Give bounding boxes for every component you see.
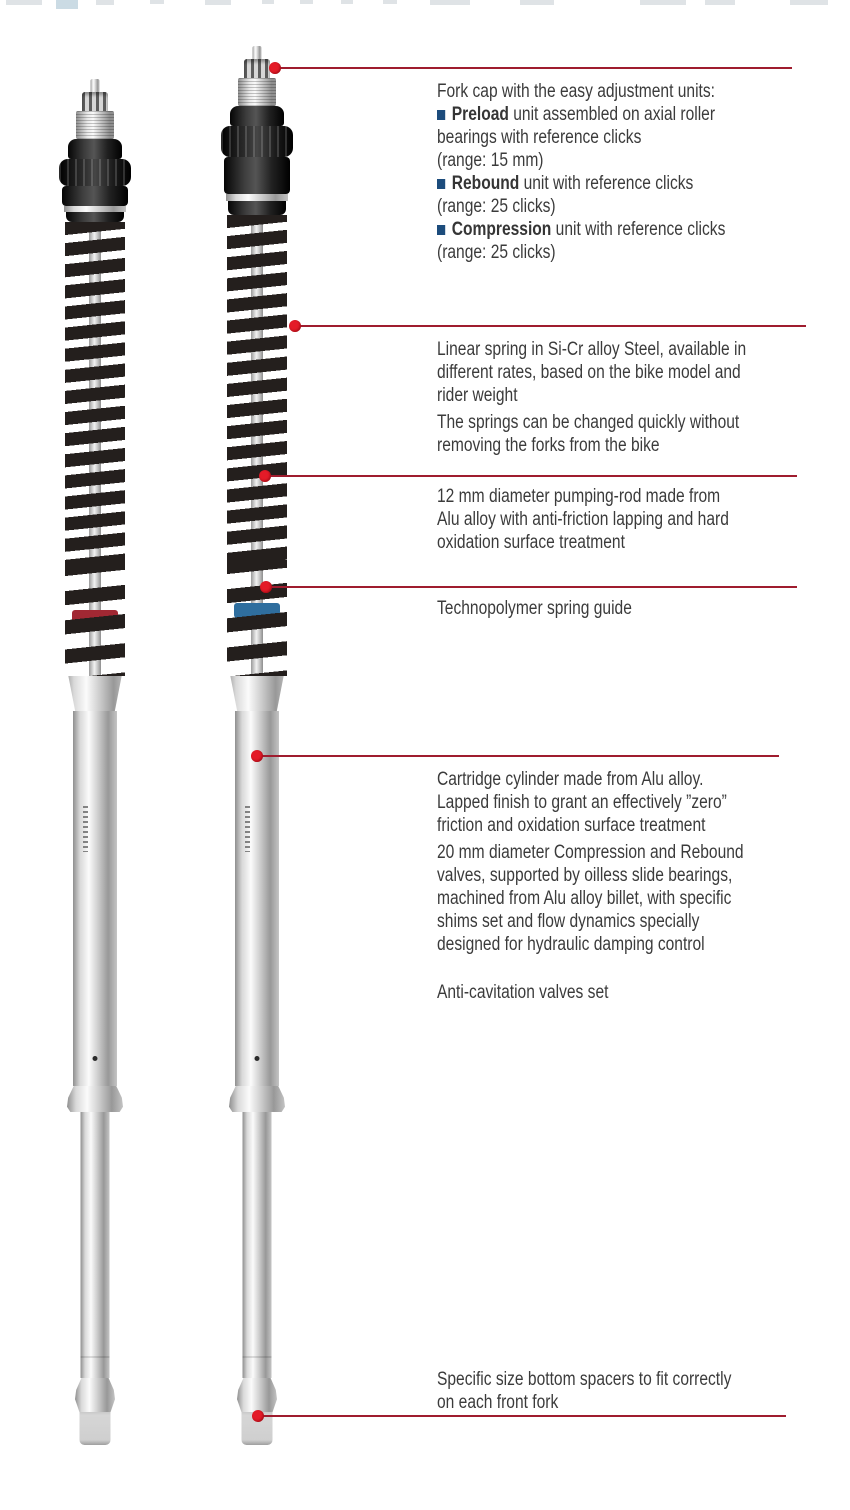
callout-line-spring-guide bbox=[266, 586, 797, 588]
cap-ribbed-ring bbox=[221, 126, 293, 157]
callout-line-text: (range: 15 mm) bbox=[437, 150, 544, 171]
cropped-content-fragment bbox=[300, 0, 313, 4]
callout-line-text: Technopolymer spring guide bbox=[437, 598, 632, 619]
callout-dot-spring-guide bbox=[260, 581, 272, 593]
preload-knurl bbox=[76, 111, 114, 139]
cap-barrel bbox=[62, 186, 128, 206]
callout-bullet-line bbox=[437, 218, 798, 241]
callout-line-text: bearings with reference clicks bbox=[437, 127, 642, 148]
callout-line-spring bbox=[295, 325, 806, 327]
callout-line-text: different rates, based on the bike model and bbox=[437, 362, 741, 383]
callout-line-text: friction and oxidation surface treatment bbox=[437, 815, 706, 836]
callout-line-text: 20 mm diameter Compression and Rebound bbox=[437, 842, 744, 863]
spring-seat-cone bbox=[64, 676, 126, 711]
fork-cartridge-right bbox=[221, 0, 293, 1450]
callout-text-cartridge bbox=[437, 768, 798, 1004]
callout-line-text: Alu alloy with anti-friction lapping and hard bbox=[437, 509, 729, 530]
callout-dot-fork-cap bbox=[269, 62, 281, 74]
bullet-text: unit with reference clicks bbox=[519, 173, 694, 194]
spring-coils bbox=[227, 215, 287, 560]
bottom-tip bbox=[80, 1412, 111, 1445]
bullet-square-icon bbox=[437, 179, 445, 189]
callout-line-text: designed for hydraulic damping control bbox=[437, 934, 705, 955]
brand-marking bbox=[245, 806, 250, 852]
cartridge-cylinder bbox=[73, 711, 117, 1086]
callout-line-text: Specific size bottom spacers to fit correctly bbox=[437, 1369, 732, 1390]
bottom-spacer bbox=[237, 1378, 277, 1412]
cropped-content-fragment bbox=[790, 0, 828, 5]
callout-line-text: Anti-cavitation valves set bbox=[437, 982, 609, 1003]
callout-line-text: oxidation surface treatment bbox=[437, 532, 625, 553]
callout-dot-cartridge bbox=[251, 750, 263, 762]
callout-line-text: rider weight bbox=[437, 385, 518, 406]
cropped-content-fragment bbox=[430, 0, 470, 5]
callout-dot-pumping-rod bbox=[259, 470, 271, 482]
bullet-bold: Rebound bbox=[451, 173, 520, 194]
callout-text-bottom-spacer bbox=[437, 1368, 798, 1414]
callout-text-spring bbox=[437, 338, 798, 457]
adjuster-stem bbox=[253, 46, 262, 59]
lower-tube bbox=[81, 1112, 110, 1378]
callout-line-text: (range: 25 clicks) bbox=[437, 196, 556, 217]
callout-line-text: Linear spring in Si-Cr alloy Steel, available in bbox=[437, 339, 747, 360]
adjuster-knob bbox=[244, 59, 270, 78]
callout-line-text: valves, supported by oilless slide bearings, bbox=[437, 865, 733, 886]
tube-shade-line bbox=[243, 1356, 272, 1358]
spring-coils bbox=[65, 222, 125, 562]
callout-bullet-line bbox=[437, 103, 798, 126]
cylinder-collar bbox=[229, 1086, 285, 1112]
bullet-bold: Preload bbox=[451, 104, 509, 125]
callout-line-text: The springs can be changed quickly without bbox=[437, 412, 740, 433]
brand-marking bbox=[83, 806, 88, 852]
spring-coils bbox=[227, 560, 287, 676]
callout-dot-bottom-spacer bbox=[252, 1410, 264, 1422]
callout-bullet-line bbox=[437, 172, 798, 195]
fork-spring bbox=[227, 215, 287, 676]
cylinder-collar bbox=[67, 1086, 123, 1112]
cropped-content-fragment bbox=[341, 0, 353, 4]
spring-seat-cone bbox=[226, 676, 288, 711]
tube-shade-line bbox=[81, 1356, 110, 1358]
cropped-content-fragment bbox=[520, 0, 554, 5]
cropped-content-fragment bbox=[383, 0, 397, 4]
cropped-content-fragment bbox=[6, 0, 42, 5]
bullet-square-icon bbox=[437, 225, 445, 235]
fork-spring bbox=[65, 222, 125, 676]
bleed-hole bbox=[93, 1056, 98, 1061]
callout-line-text: 12 mm diameter pumping-rod made from bbox=[437, 486, 721, 507]
cap-silver-band bbox=[226, 194, 288, 201]
adjuster-stem bbox=[91, 79, 100, 92]
callout-text-spring-guide bbox=[437, 597, 798, 620]
callout-line-text: (range: 25 clicks) bbox=[437, 242, 556, 263]
cap-lower-ring bbox=[228, 201, 286, 215]
callout-text-fork-cap bbox=[437, 80, 798, 264]
callout-line-text: machined from Alu alloy billet, with specific bbox=[437, 888, 732, 909]
callout-line-text: shims set and flow dynamics specially bbox=[437, 911, 700, 932]
bullet-text: unit with reference clicks bbox=[551, 219, 726, 240]
callout-text-pumping-rod bbox=[437, 485, 798, 554]
preload-knurl bbox=[238, 78, 276, 106]
callout-line-fork-cap bbox=[275, 67, 792, 69]
bullet-text: unit assembled on axial roller bbox=[508, 104, 716, 125]
callout-line-pumping-rod bbox=[265, 475, 797, 477]
callout-line-text: removing the forks from the bike bbox=[437, 435, 660, 456]
fork-cartridge-left bbox=[59, 0, 131, 1450]
cap-barrel bbox=[224, 157, 290, 194]
cartridge-cylinder bbox=[235, 711, 279, 1086]
callout-line-text: on each front fork bbox=[437, 1392, 559, 1413]
callout-line-text: Cartridge cylinder made from Alu alloy. bbox=[437, 769, 704, 790]
cap-flange bbox=[230, 106, 284, 126]
lower-tube bbox=[243, 1112, 272, 1378]
callout-line-cartridge bbox=[257, 755, 779, 757]
adjuster-knob bbox=[82, 92, 108, 111]
bullet-square-icon bbox=[437, 110, 445, 120]
callout-dot-spring bbox=[289, 320, 301, 332]
callout-line-bottom-spacer bbox=[258, 1415, 786, 1417]
cropped-content-fragment bbox=[150, 0, 164, 4]
cropped-content-fragment bbox=[640, 0, 686, 5]
bullet-bold: Compression bbox=[451, 219, 552, 240]
spring-coils bbox=[65, 562, 125, 676]
cap-ribbed-ring bbox=[59, 159, 131, 186]
callout-title: Fork cap with the easy adjustment units: bbox=[437, 81, 715, 102]
cropped-content-fragment bbox=[705, 0, 735, 5]
bottom-spacer bbox=[75, 1378, 115, 1412]
callout-line-text: Lapped finish to grant an effectively ”zero” bbox=[437, 792, 727, 813]
cap-lower-ring bbox=[66, 212, 124, 222]
bleed-hole bbox=[255, 1056, 260, 1061]
cap-flange bbox=[68, 139, 122, 159]
